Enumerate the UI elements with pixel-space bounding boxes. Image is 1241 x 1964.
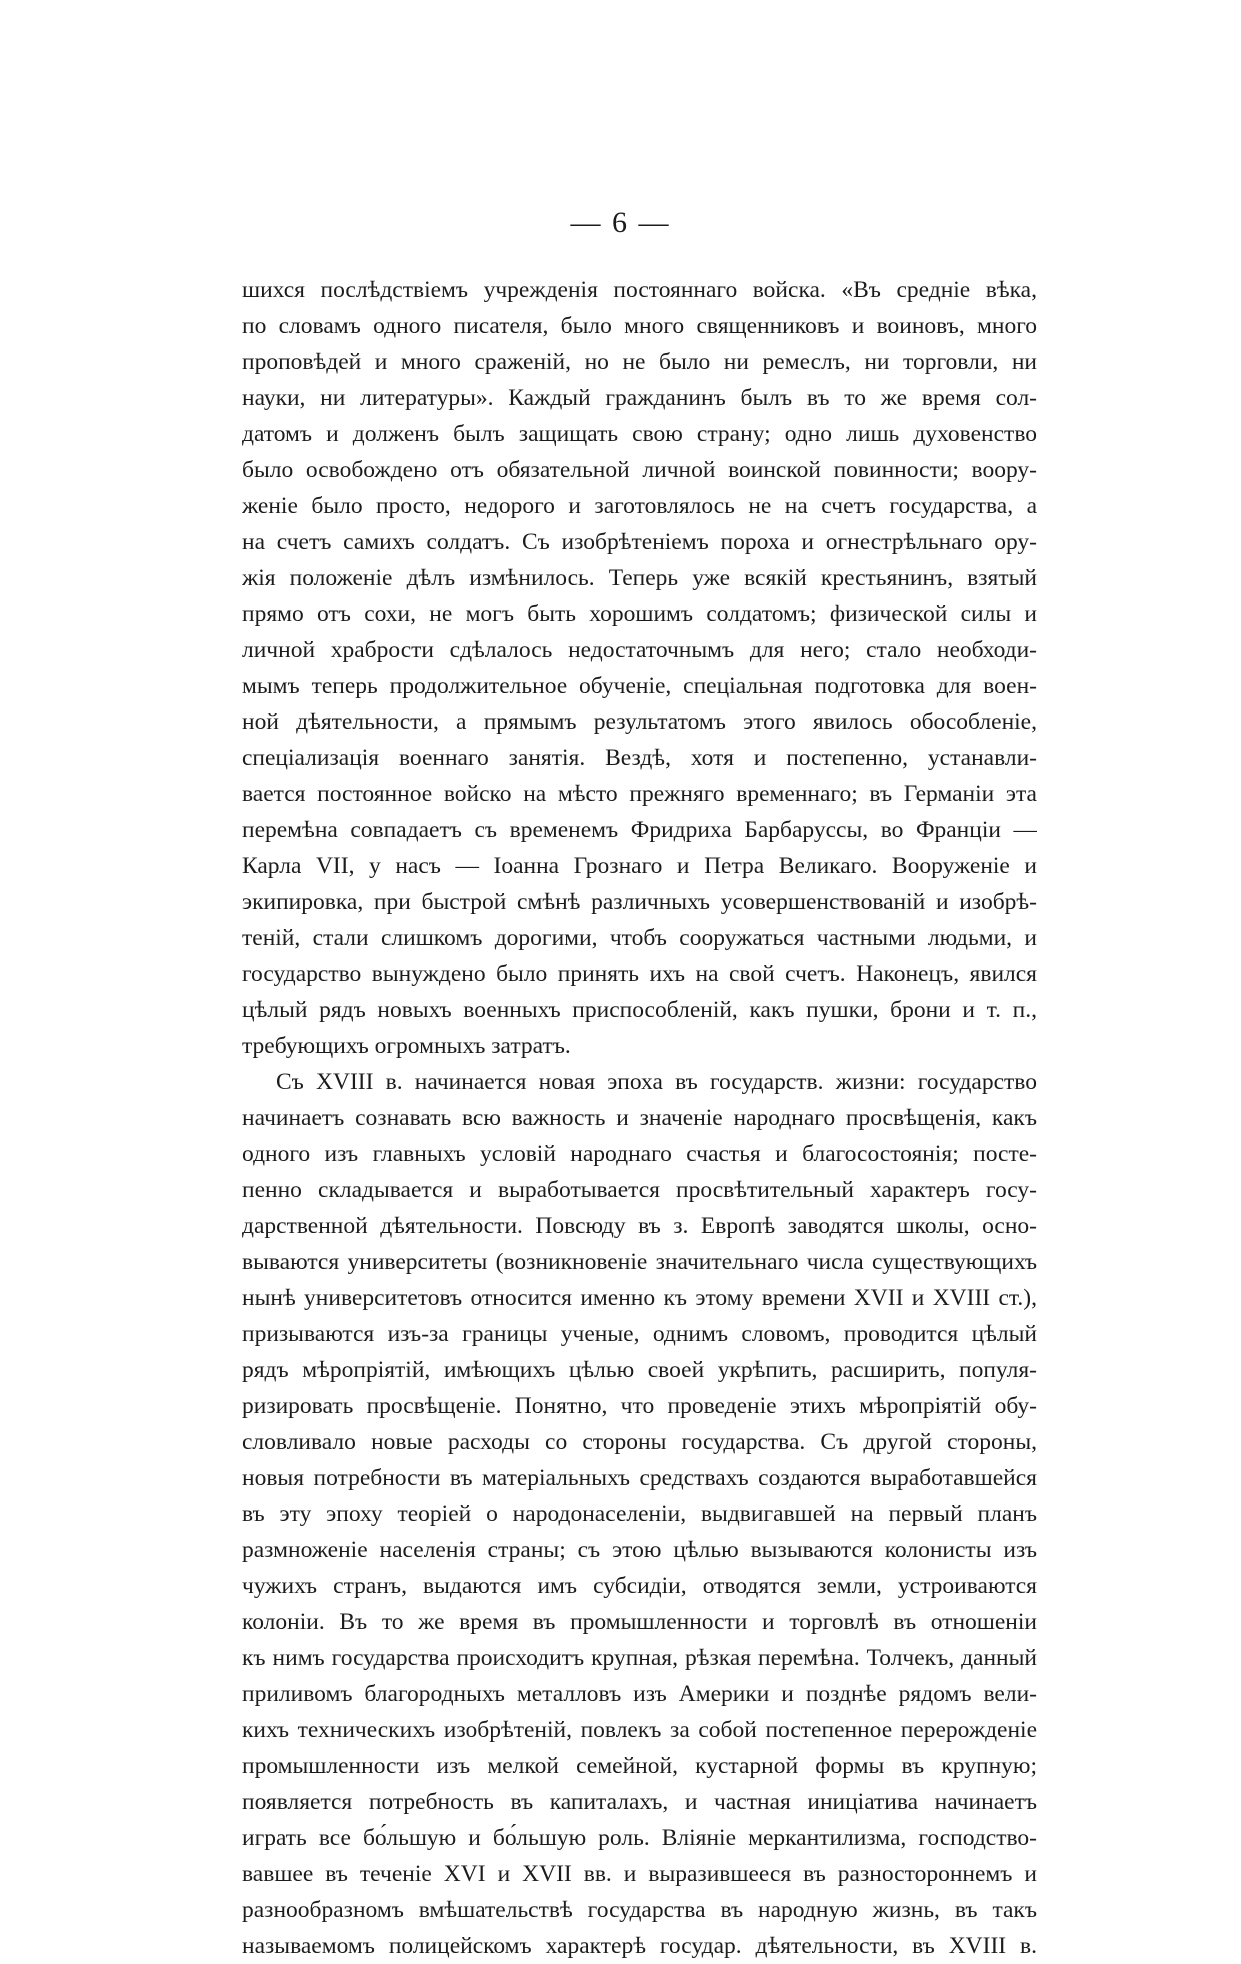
text-line: шихся послѣдствіемъ учрежденія постояннаго войска. «Въ средніе вѣка, [242, 277, 1037, 303]
text-line: теній, стали слишкомъ дорогими, чтобъ сооружаться частными людьми, и [242, 925, 1037, 951]
text-line: по словамъ одного писателя, было много священниковъ и воиновъ, много [242, 313, 1037, 339]
text-line: призываются изъ-за границы ученые, однимъ словомъ, проводится цѣлый [242, 1321, 1037, 1347]
text-line: промышленности изъ мелкой семейной, кустарной формы въ крупную; [242, 1753, 1037, 1779]
text-line: разнообразномъ вмѣшательствѣ государства въ народную жизнь, въ такъ [242, 1897, 1037, 1923]
text-line: рядъ мѣропріятій, имѣющихъ цѣлью своей укрѣпить, расширить, популя- [242, 1357, 1037, 1383]
text-line: размноженіе населенія страны; съ этою цѣлью вызываются колонисты изъ [242, 1537, 1037, 1563]
text-line: мымъ теперь продолжительное обученіе, спеціальная подготовка для воен- [242, 673, 1037, 699]
text-line: новыя потребности въ матеріальныхъ средствахъ создаются выработавшейся [242, 1465, 1037, 1491]
text-line: спеціализація военнаго занятія. Вездѣ, хотя и постепенно, устанавли- [242, 745, 1037, 771]
text-line: было освобождено отъ обязательной личной воинской повинности; воору- [242, 457, 1037, 483]
text-line: дарственной дѣятельности. Повсюду въ з. Европѣ заводятся школы, осно- [242, 1213, 1037, 1239]
text-line: играть все бо́льшую и бо́льшую роль. Вліяніе меркантилизма, господство- [242, 1825, 1037, 1851]
text-line: словливало новые расходы со стороны государства. Съ другой стороны, [242, 1429, 1037, 1455]
text-line: называемомъ полицейскомъ характерѣ государ. дѣятельности, въ XVIII в. [242, 1933, 1037, 1959]
text-line: въ эту эпоху теоріей о народонаселеніи, выдвигавшей на первый планъ [242, 1501, 1037, 1527]
text-line: Съ XVIII в. начинается новая эпоха въ государств. жизни: государство [276, 1069, 1037, 1095]
text-line: проповѣдей и много сраженій, но не было ни ремеслъ, ни торговли, ни [242, 349, 1037, 375]
text-line: ной дѣятельности, а прямымъ результатомъ этого явилось обособленіе, [242, 709, 1037, 735]
page-number: — 6 — [570, 206, 671, 239]
text-line: на счетъ самихъ солдатъ. Съ изобрѣтеніемъ пороха и огнестрѣльнаго ору- [242, 529, 1037, 555]
text-line: Карла VII, у насъ — Іоанна Грознаго и Петра Великаго. Вооруженіе и [242, 853, 1037, 879]
text-line: вается постоянное войско на мѣсто прежняго временнаго; въ Германіи эта [242, 781, 1037, 807]
text-line: приливомъ благородныхъ металловъ изъ Америки и позднѣе рядомъ вели- [242, 1681, 1037, 1707]
text-line: къ нимъ государства происходитъ крупная, рѣзкая перемѣна. Толчекъ, данный [242, 1645, 1037, 1671]
text-line: требующихъ огромныхъ затратъ. [242, 1033, 571, 1059]
text-line: личной храбрости сдѣлалось недостаточнымъ для него; стало необходи- [242, 637, 1037, 663]
text-line: пенно складывается и выработывается просвѣтительный характеръ госу- [242, 1177, 1037, 1203]
text-line: цѣлый рядъ новыхъ военныхъ приспособленій, какъ пушки, брони и т. п., [242, 997, 1037, 1023]
text-line: нынѣ университетовъ относится именно къ этому времени XVII и XVIII ст.), [242, 1285, 1037, 1311]
text-line: жія положеніе дѣлъ измѣнилось. Теперь уже всякій крестьянинъ, взятый [242, 565, 1037, 591]
body-text [242, 272, 1037, 1964]
text-line: науки, ни литературы». Каждый гражданинъ былъ въ то же время сол- [242, 385, 1037, 411]
text-line: перемѣна совпадаетъ съ временемъ Фридриха Барбаруссы, во Франціи — [242, 817, 1037, 843]
text-line: ризировать просвѣщеніе. Понятно, что проведеніе этихъ мѣропріятій обу- [242, 1393, 1037, 1419]
text-line: экипировка, при быстрой смѣнѣ различныхъ усовершенствованій и изобрѣ- [242, 889, 1037, 915]
text-line: чужихъ странъ, выдаются имъ субсидіи, отводятся земли, устроиваются [242, 1573, 1037, 1599]
text-line: датомъ и долженъ былъ защищать свою страну; одно лишь духовенство [242, 421, 1037, 447]
text-line: кихъ техническихъ изобрѣтеній, повлекъ за собой постепенное перерожденіе [242, 1717, 1037, 1743]
text-line: женіе было просто, недорого и заготовлялось не на счетъ государства, а [242, 493, 1037, 519]
text-line: одного изъ главныхъ условій народнаго счастья и благосостоянія; посте- [242, 1141, 1037, 1167]
text-line: государство вынуждено было принять ихъ на свой счетъ. Наконецъ, явился [242, 961, 1037, 987]
text-line: вавшее въ теченіе XVI и XVII вв. и выразившееся въ разностороннемъ и [242, 1861, 1037, 1887]
text-line: колоніи. Въ то же время въ промышленности и торговлѣ въ отношеніи [242, 1609, 1037, 1635]
text-line: вываются университеты (возникновеніе значительнаго числа существующихъ [242, 1249, 1037, 1275]
text-line: прямо отъ сохи, не могъ быть хорошимъ солдатомъ; физической силы и [242, 601, 1037, 627]
text-line: появляется потребность въ капиталахъ, и частная иниціатива начинаетъ [242, 1789, 1037, 1815]
text-line: начинаетъ сознавать всю важность и значеніе народнаго просвѣщенія, какъ [242, 1105, 1037, 1131]
